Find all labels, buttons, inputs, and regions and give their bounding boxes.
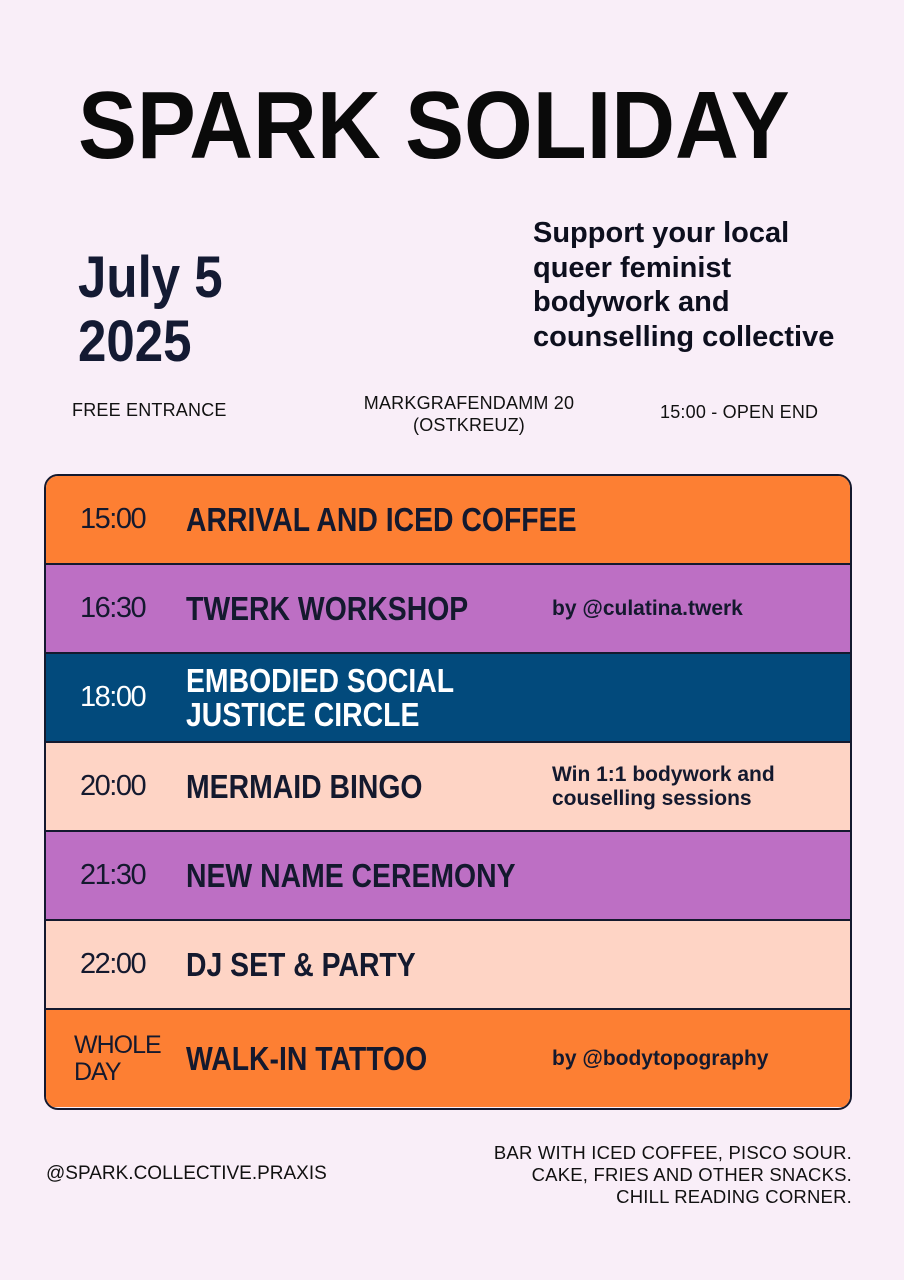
schedule-time: 21:30 bbox=[80, 859, 146, 891]
schedule-row-tattoo bbox=[46, 1010, 850, 1107]
event-date-year: 2025 bbox=[78, 309, 192, 374]
amenities-line: CHILL READING CORNER. bbox=[616, 1186, 852, 1207]
schedule-time: 22:00 bbox=[80, 948, 146, 980]
schedule-event bbox=[186, 654, 454, 741]
amenities-line: BAR WITH ICED COFFEE, PISCO SOUR. bbox=[493, 1142, 852, 1163]
schedule-event: TWERK WORKSHOP bbox=[186, 589, 469, 627]
schedule-time: 20:00 bbox=[80, 770, 146, 802]
schedule-time-line: DAY bbox=[74, 1057, 121, 1086]
address-area: (OSTKREUZ) bbox=[413, 415, 525, 435]
schedule-time: 18:00 bbox=[80, 681, 146, 713]
schedule-note: by @bodytopography bbox=[552, 1046, 769, 1070]
schedule-time bbox=[74, 1010, 161, 1107]
opening-hours: 15:00 - OPEN END bbox=[660, 402, 819, 422]
schedule-row-justice-circle bbox=[46, 654, 850, 743]
instagram-handle: @SPARK.COLLECTIVE.PRAXIS bbox=[46, 1163, 327, 1184]
event-title: SPARK SOLIDAY bbox=[78, 72, 790, 179]
event-date bbox=[78, 246, 223, 374]
schedule-row-party bbox=[46, 921, 850, 1010]
schedule-note bbox=[552, 743, 775, 830]
schedule-event-line: EMBODIED SOCIAL bbox=[186, 661, 455, 699]
amenities-line: CAKE, FRIES AND OTHER SNACKS. bbox=[531, 1164, 852, 1185]
event-date-day: July 5 bbox=[78, 245, 223, 310]
schedule-row-name-ceremony bbox=[46, 832, 850, 921]
amenities-notes bbox=[432, 1142, 852, 1208]
schedule-event: MERMAID BINGO bbox=[186, 767, 423, 805]
schedule-note-line: Win 1:1 bodywork and bbox=[552, 762, 775, 786]
venue-address bbox=[340, 392, 598, 436]
schedule-row-bingo bbox=[46, 743, 850, 832]
schedule-table bbox=[44, 474, 852, 1110]
schedule-note-line: couselling sessions bbox=[552, 786, 752, 810]
entrance-info: FREE ENTRANCE bbox=[72, 400, 227, 420]
schedule-row-twerk bbox=[46, 565, 850, 654]
address-street: MARKGRAFENDAMM 20 bbox=[363, 393, 575, 413]
schedule-event: NEW NAME CEREMONY bbox=[186, 856, 516, 894]
schedule-event-line: JUSTICE CIRCLE bbox=[186, 695, 420, 733]
schedule-event: DJ SET & PARTY bbox=[186, 945, 416, 983]
schedule-event: WALK-IN TATTOO bbox=[186, 1039, 428, 1077]
schedule-row-arrival bbox=[46, 476, 850, 565]
schedule-time: 16:30 bbox=[80, 592, 146, 624]
schedule-event: ARRIVAL AND ICED COFFEE bbox=[186, 500, 577, 538]
schedule-time-line: WHOLE bbox=[74, 1030, 161, 1059]
schedule-time: 15:00 bbox=[80, 503, 146, 535]
tagline: Support your local queer feminist bodywork and counselling collective bbox=[533, 217, 835, 353]
schedule-note: by @culatina.twerk bbox=[552, 596, 743, 620]
